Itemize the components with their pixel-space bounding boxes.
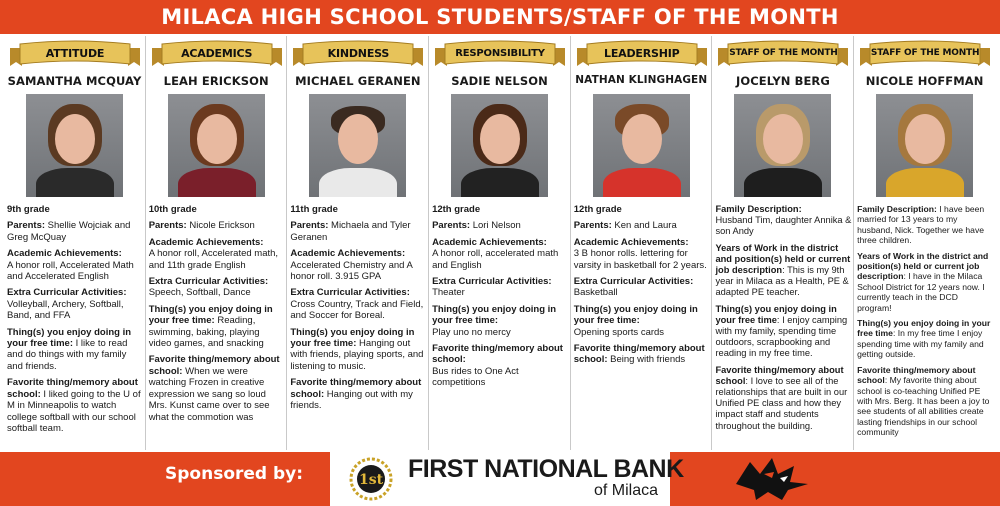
portrait-photo	[876, 94, 973, 197]
enjoy-field: Thing(s) you enjoy doing in your free time: Hanging out with friends, playing sports, and listening to music.	[290, 326, 424, 372]
portrait-photo	[168, 94, 265, 197]
parents-field: Parents: Michaela and Tyler Geranen	[290, 220, 411, 243]
category-label: RESPONSIBILITY	[455, 47, 545, 59]
activities-field: Extra Curricular Activities: Speech, Softball, Dance	[148, 276, 269, 299]
category-ribbon	[577, 40, 707, 70]
memory-field: Favorite thing/memory about school: I love to see all of the relationships that are built in our Unified PE class and how they impact staff and students throughout the building.	[715, 364, 848, 431]
profile-column-leadership	[571, 36, 713, 450]
category-label: STAFF OF THE MONTH	[729, 48, 838, 58]
sponsor-bar	[0, 452, 1000, 506]
page-title	[0, 0, 1000, 34]
portrait-photo	[593, 94, 690, 197]
category-label: STAFF OF THE MONTH	[870, 48, 980, 58]
activities-field: Extra Curricular Activities: Volleyball, Archery, Softball, Band, and FFA	[7, 287, 127, 322]
memory-field: Favorite thing/memory about school: I liked going to the U of M in Minneapolis to watch college softball with our school softball team.	[7, 377, 141, 434]
category-label: ATTITUDE	[45, 46, 105, 60]
person-name: JOCELYN BERG	[735, 74, 830, 88]
enjoy-field: Thing(s) you enjoy doing in your free time: Reading, swimming, baking, playing video games, and snacking	[148, 303, 273, 350]
category-ribbon	[293, 40, 423, 70]
person-name: LEAH ERICKSON	[163, 74, 269, 88]
achievements-field: Academic Achievements: 3 B honor rolls. lettering for varsity in basketball for 2 years.	[573, 236, 707, 271]
grade-label: 12th grade	[573, 204, 622, 215]
memory-field: Favorite thing/memory about school: My favorite thing about school is co-teaching Unified PE with Mrs. Berg. It has been a joy to see students of all abilities create lasting friendships in our school community	[857, 364, 990, 438]
portrait-photo	[734, 94, 831, 197]
portrait-photo	[309, 94, 406, 197]
profile-details	[7, 204, 143, 439]
grade-label: 10th grade	[148, 204, 197, 215]
portrait-photo	[26, 94, 123, 197]
memory-field: Favorite thing/memory about school: Bus rides to One Act competitions	[432, 343, 563, 389]
memory-field: Favorite thing/memory about school: When we were watching Frozen in creative expression we sang so loud Mrs. Kunst came over to see what the commotion was	[148, 354, 280, 423]
memory-field: Favorite thing/memory about school: Hanging out with my friends.	[290, 377, 422, 412]
category-ribbon	[435, 40, 565, 70]
activities-field: Extra Curricular Activities: Cross Country, Track and Field, and Soccer for Boreal.	[290, 287, 424, 322]
page-title-text: MILACA HIGH SCHOOL STUDENTS/STAFF OF THE MONTH	[161, 5, 839, 29]
enjoy-field: Thing(s) you enjoy doing in your free time: Play uno no mercy	[432, 303, 557, 338]
wolf-mascot-icon	[728, 454, 814, 504]
parents-field: Parents: Shellie Wojciak and Greg McQuay	[7, 220, 131, 243]
activities-field: Extra Curricular Activities: Basketball	[573, 276, 694, 299]
seal-text: 1st	[358, 472, 384, 488]
profile-details	[290, 204, 426, 417]
profile-column-staff-2	[854, 36, 996, 450]
profile-details	[432, 204, 568, 394]
category-ribbon	[860, 40, 990, 70]
family-field: Family Description: I have been married for 13 years to my husband, Nick. Together we have three children.	[857, 204, 985, 246]
person-name: SAMANTHA MCQUAY	[7, 74, 142, 88]
person-name: NATHAN KLINGHAGEN	[575, 74, 708, 86]
parents-field: Parents: Nicole Erickson	[148, 220, 255, 232]
category-ribbon	[152, 40, 282, 70]
profile-column-academics	[146, 36, 288, 450]
enjoy-field: Thing(s) you enjoy doing in your free time: I enjoy camping with my family, spending time outdoors, scrapbooking and reading in my free time.	[715, 303, 848, 359]
grade-label: 9th grade	[7, 204, 50, 215]
profile-details	[149, 204, 285, 428]
person-name: SADIE NELSON	[451, 74, 548, 88]
profile-column-attitude	[4, 36, 146, 450]
years-field: Years of Work in the district and position(s) held or current job description: This is my 9th year in Milaca as a Health, PE & adapted PE teacher.	[715, 242, 851, 298]
bank-location: of Milaca	[593, 482, 658, 499]
profile-details	[715, 204, 851, 437]
enjoy-field: Thing(s) you enjoy doing in your free time: I like to read and do things with my family and friends.	[7, 326, 132, 372]
category-ribbon	[718, 40, 848, 70]
family-field: Family Description: Husband Tim, daughter Annika & son Andy	[715, 204, 852, 237]
profile-details	[857, 204, 993, 443]
parents-field: Parents: Ken and Laura	[573, 220, 677, 232]
memory-field: Favorite thing/memory about school: Being with friends	[573, 343, 705, 366]
grade-label: 11th grade	[290, 204, 338, 215]
sponsor-logo-box	[330, 452, 684, 506]
achievements-field: Academic Achievements: A honor roll, Accelerated math, and 11th grade English	[148, 236, 279, 271]
category-label: LEADERSHIP	[604, 46, 680, 60]
portrait-photo	[451, 94, 548, 197]
enjoy-field: Thing(s) you enjoy doing in your free time: In my free time I enjoy spending time with my family and getting outside.	[857, 318, 991, 360]
profile-column-responsibility	[429, 36, 571, 450]
person-name: NICOLE HOFFMAN	[865, 74, 984, 88]
profile-details	[574, 204, 710, 371]
years-field: Years of Work in the district and position(s) held or current job description: I have in the Milaca School District for 12 years now. I currently teach in the DCD program!	[857, 250, 989, 313]
achievements-field: Academic Achievements: Accelerated Chemistry and A honor roll. 3.915 GPA	[290, 248, 413, 283]
achievements-field: Academic Achievements: A honor roll, accelerated math and English	[432, 236, 559, 271]
achievements-field: Academic Achievements: A honor roll, Accelerated Math and Accelerated English	[7, 248, 134, 283]
laurel-seal-icon	[346, 454, 396, 504]
category-label: KINDNESS	[327, 46, 390, 60]
profile-column-staff-1	[712, 36, 854, 450]
bank-name: FIRST NATIONAL BANK	[408, 455, 684, 483]
category-label: ACADEMICS	[181, 46, 253, 60]
profile-column-kindness	[287, 36, 429, 450]
parents-field: Parents: Lori Nelson	[432, 220, 521, 232]
sponsored-label: Sponsored by:	[165, 464, 304, 484]
category-ribbon	[10, 40, 140, 70]
profiles-row	[4, 36, 996, 450]
enjoy-field: Thing(s) you enjoy doing in your free time: Opening sports cards	[573, 303, 698, 338]
activities-field: Extra Curricular Activities: Theater	[432, 276, 552, 299]
person-name: MICHAEL GERANEN	[295, 74, 421, 88]
grade-label: 12th grade	[432, 204, 481, 215]
